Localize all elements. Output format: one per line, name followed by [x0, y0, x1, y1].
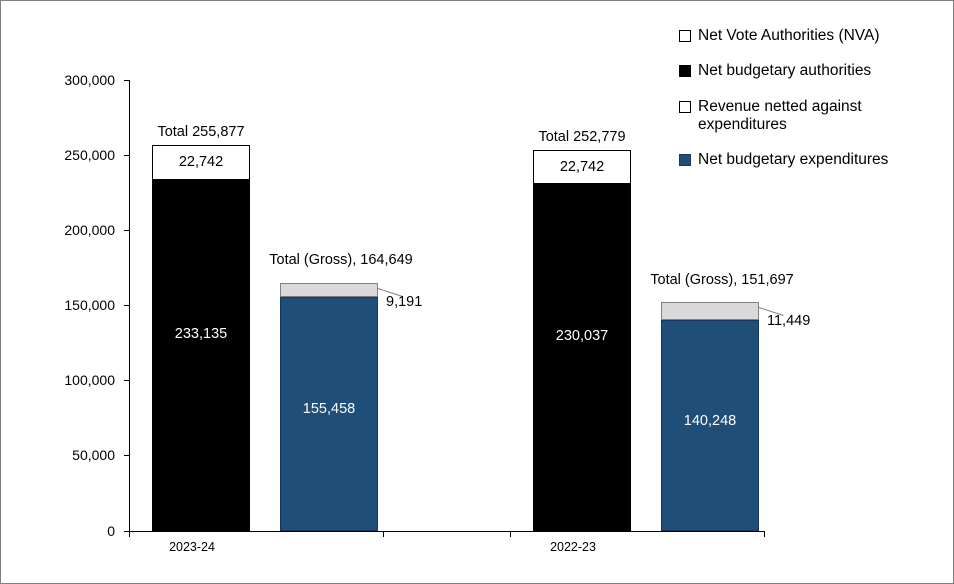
segment-value-label: 22,742 — [559, 159, 605, 175]
y-tick-label: 0 — [107, 523, 115, 539]
legend-item-label: Revenue netted against expenditures — [698, 97, 862, 133]
legend-item-label: Net budgetary authorities — [698, 62, 872, 80]
segment-value-label: 155,458 — [302, 401, 356, 417]
legend-swatch-icon — [679, 154, 691, 166]
x-tick-label-2022-23: 2022-23 — [550, 540, 596, 554]
legend-swatch-icon — [679, 65, 691, 77]
bar-total-label-2023-24-authorities: Total 255,877 — [157, 124, 245, 140]
bar-2022-23-expenditures[interactable] — [661, 302, 759, 531]
y-tick-mark — [64, 222, 129, 238]
bar-2023-24-authorities[interactable] — [152, 145, 250, 531]
y-tick-label: 250,000 — [64, 147, 115, 163]
legend-item-label: Net Vote Authorities (NVA) — [698, 27, 880, 44]
callout-label-revenue-netted-2023-24: 9,191 — [386, 294, 423, 310]
segment-value-label: 22,742 — [178, 154, 224, 170]
bar-2023-24-expenditures[interactable] — [280, 283, 378, 531]
segment-net-budgetary-expenditures[interactable] — [280, 297, 378, 531]
x-tick-label-2023-24: 2023-24 — [169, 540, 215, 554]
legend-item-revenue-netted-against-expenditures[interactable] — [679, 98, 941, 135]
segment-value-label: 233,135 — [174, 326, 228, 342]
legend-item-label: Net budgetary expenditures — [698, 151, 889, 169]
segment-revenue-netted-against-expenditures[interactable] — [280, 283, 378, 297]
x-tick-mark — [510, 531, 511, 537]
segment-value-label: 140,248 — [683, 413, 737, 429]
segment-value-label: 230,037 — [555, 328, 609, 344]
y-tick-mark — [72, 447, 129, 463]
x-tick-mark — [383, 531, 384, 537]
x-axis-line — [129, 531, 764, 532]
bar-total-label-2022-23-authorities: Total 252,779 — [538, 129, 626, 145]
legend-item-net-budgetary-authorities[interactable] — [679, 62, 941, 80]
segment-net-vote-authorities[interactable] — [533, 150, 631, 184]
y-tick-mark — [64, 372, 129, 388]
x-tick-mark — [129, 531, 130, 537]
segment-revenue-netted-against-expenditures[interactable] — [661, 302, 759, 320]
segment-net-budgetary-authorities[interactable] — [533, 184, 631, 531]
segment-net-budgetary-authorities[interactable] — [152, 180, 250, 531]
y-tick-mark — [64, 72, 129, 88]
y-tick-label: 300,000 — [64, 72, 115, 88]
legend-swatch-icon — [679, 101, 691, 113]
chart-legend — [679, 27, 941, 186]
y-axis-line — [129, 80, 130, 532]
bar-total-label-2023-24-expenditures: Total (Gross), 164,649 — [269, 252, 413, 268]
y-tick-mark — [64, 297, 129, 313]
y-tick-label: 150,000 — [64, 297, 115, 313]
bar-total-label-2022-23-expenditures: Total (Gross), 151,697 — [650, 272, 794, 288]
segment-net-vote-authorities[interactable] — [152, 145, 250, 180]
y-tick-label: 50,000 — [72, 447, 115, 463]
y-tick-label: 200,000 — [64, 222, 115, 238]
y-tick-label: 100,000 — [64, 372, 115, 388]
y-tick-mark — [64, 147, 129, 163]
legend-item-net-vote-authorities[interactable] — [679, 27, 941, 45]
segment-net-budgetary-expenditures[interactable] — [661, 320, 759, 531]
legend-item-net-budgetary-expenditures[interactable] — [679, 151, 941, 169]
x-tick-mark — [764, 531, 765, 537]
callout-label-revenue-netted-2022-23: 11,449 — [767, 313, 811, 329]
bar-2022-23-authorities[interactable] — [533, 150, 631, 531]
legend-swatch-icon — [679, 30, 691, 42]
